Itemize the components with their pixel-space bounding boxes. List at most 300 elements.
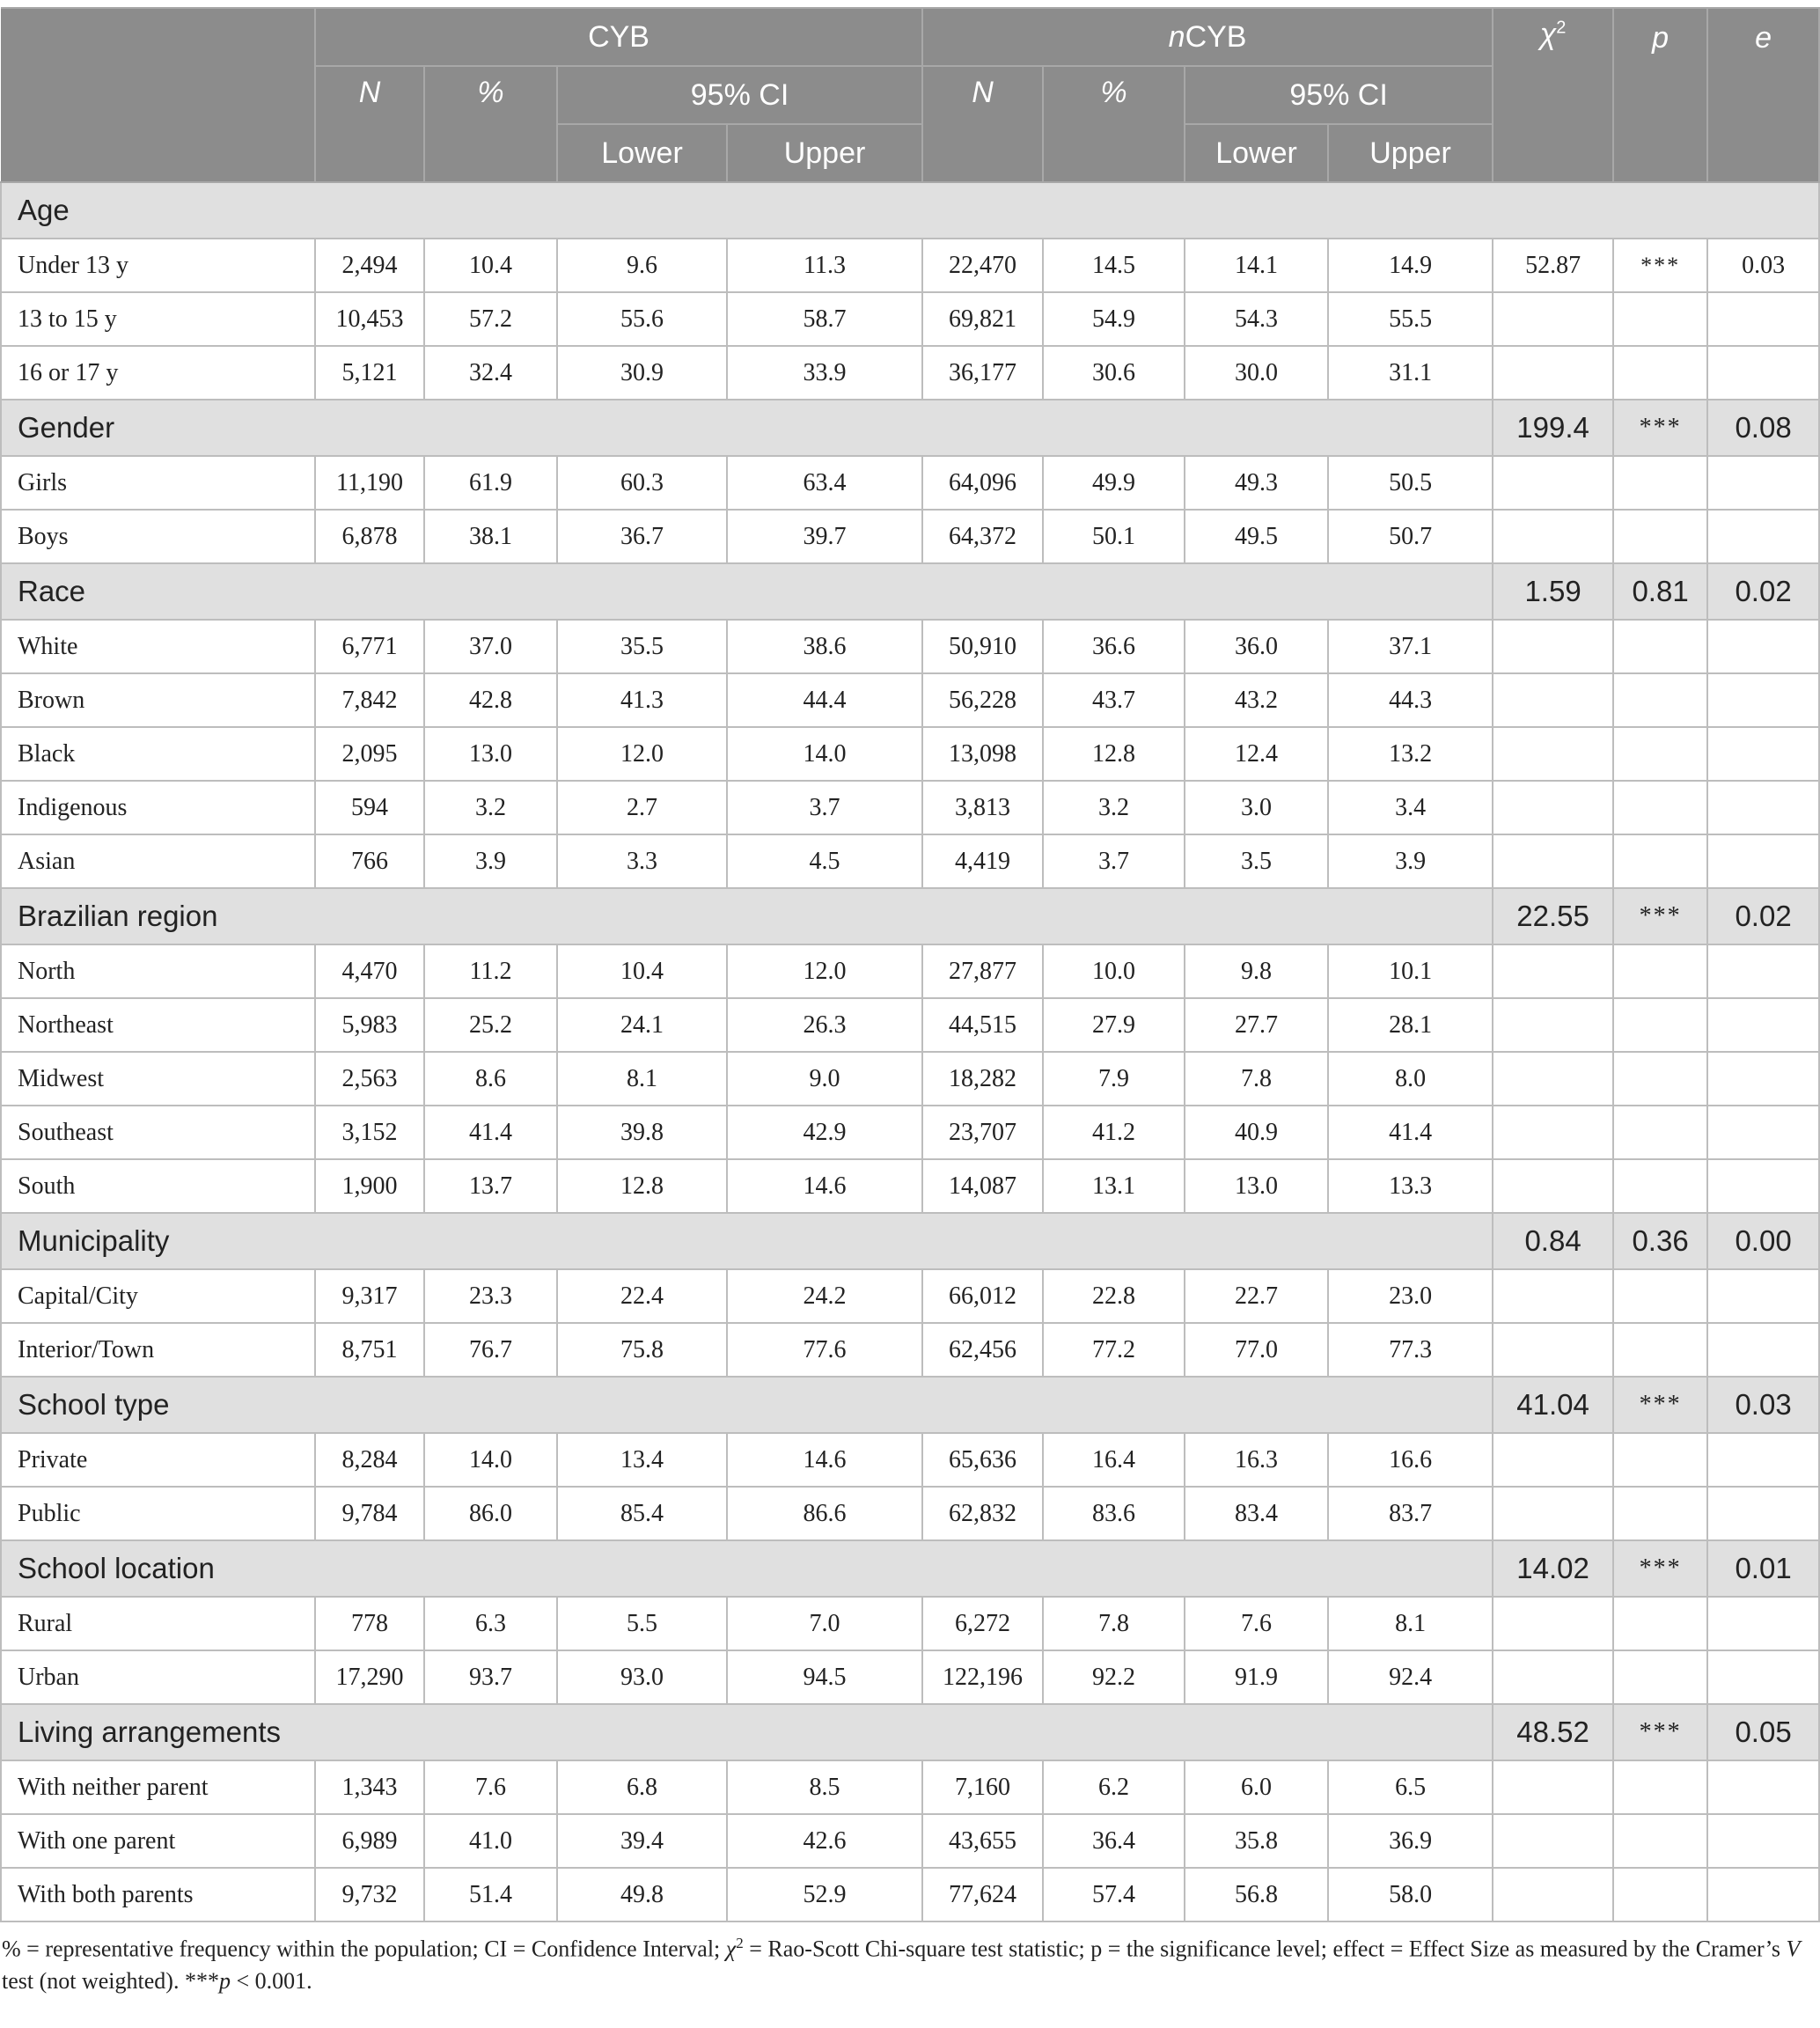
row-label: Southeast	[1, 1106, 315, 1159]
effect-empty	[1707, 1487, 1819, 1540]
effect-size: 0.08	[1707, 400, 1819, 456]
chi2-empty	[1493, 1760, 1613, 1814]
table-footnote	[0, 1922, 1820, 1997]
data-table	[0, 7, 1820, 1922]
ncyb-pct: 14.5	[1043, 239, 1185, 292]
table-row	[1, 1814, 1819, 1868]
effect-size: 0.05	[1707, 1704, 1819, 1760]
ncyb-n: 18,282	[922, 1052, 1043, 1106]
ncyb-n: 4,419	[922, 834, 1043, 888]
cyb-ci-upper: 44.4	[727, 673, 922, 727]
ncyb-ci-upper: 77.3	[1328, 1323, 1493, 1377]
p-empty	[1613, 673, 1707, 727]
ncyb-ci-upper: 58.0	[1328, 1868, 1493, 1921]
category-label: Age	[1, 182, 1819, 239]
ncyb-ci-upper: 50.5	[1328, 456, 1493, 510]
cyb-pct: 61.9	[424, 456, 557, 510]
cyb-ci-lower: 35.5	[557, 620, 727, 673]
ncyb-ci-lower: 27.7	[1185, 998, 1328, 1052]
effect-size: 0.03	[1707, 1377, 1819, 1433]
ncyb-n: 44,515	[922, 998, 1043, 1052]
footnote-part4: < 0.001.	[230, 1967, 312, 1994]
ncyb-ci-upper: 23.0	[1328, 1269, 1493, 1323]
cyb-ci-lower: 75.8	[557, 1323, 727, 1377]
cyb-pct: 51.4	[424, 1868, 557, 1921]
footnote-part1: % = representative frequency within the population; CI = Confidence Interval;	[2, 1936, 726, 1962]
ncyb-n: 27,877	[922, 944, 1043, 998]
row-label: South	[1, 1159, 315, 1213]
category-label: Brazilian region	[1, 888, 1493, 944]
ncyb-pct: 43.7	[1043, 673, 1185, 727]
ncyb-pct: 10.0	[1043, 944, 1185, 998]
cyb-ci-upper: 24.2	[727, 1269, 922, 1323]
cyb-n: 17,290	[315, 1650, 424, 1704]
ncyb-ci-upper: 6.5	[1328, 1760, 1493, 1814]
ncyb-n: 36,177	[922, 346, 1043, 400]
row-label: With neither parent	[1, 1760, 315, 1814]
ncyb-n: 122,196	[922, 1650, 1043, 1704]
category-label: Municipality	[1, 1213, 1493, 1269]
cyb-n: 8,751	[315, 1323, 424, 1377]
header-ncyb-lower: Lower	[1185, 124, 1328, 182]
ncyb-ci-lower: 13.0	[1185, 1159, 1328, 1213]
cyb-pct: 6.3	[424, 1597, 557, 1650]
ncyb-ci-upper: 83.7	[1328, 1487, 1493, 1540]
cyb-ci-lower: 12.8	[557, 1159, 727, 1213]
cyb-n: 2,095	[315, 727, 424, 781]
footnote-part2: = Rao-Scott Chi-square test statistic; p = the significance level; effect = Effect Size as measured by the Cramer’s	[743, 1936, 1787, 1962]
cyb-pct: 3.9	[424, 834, 557, 888]
ncyb-n: 64,096	[922, 456, 1043, 510]
p-empty	[1613, 1487, 1707, 1540]
cyb-ci-lower: 5.5	[557, 1597, 727, 1650]
cyb-pct: 57.2	[424, 292, 557, 346]
chi2-empty	[1493, 834, 1613, 888]
table-row	[1, 1323, 1819, 1377]
ncyb-ci-lower: 12.4	[1185, 727, 1328, 781]
cyb-ci-upper: 42.9	[727, 1106, 922, 1159]
row-label: Black	[1, 727, 315, 781]
ncyb-pct: 6.2	[1043, 1760, 1185, 1814]
p-value: 0.81	[1613, 563, 1707, 620]
effect-empty	[1707, 673, 1819, 727]
cyb-pct: 14.0	[424, 1433, 557, 1487]
cyb-n: 5,983	[315, 998, 424, 1052]
ncyb-pct: 49.9	[1043, 456, 1185, 510]
effect-empty	[1707, 998, 1819, 1052]
ncyb-n: 56,228	[922, 673, 1043, 727]
effect-empty	[1707, 1868, 1819, 1921]
p-value: ***	[1613, 1540, 1707, 1597]
effect-empty	[1707, 1323, 1819, 1377]
effect-empty	[1707, 834, 1819, 888]
effect-empty	[1707, 1269, 1819, 1323]
cyb-ci-upper: 14.6	[727, 1159, 922, 1213]
p-empty	[1613, 346, 1707, 400]
cyb-ci-upper: 14.6	[727, 1433, 922, 1487]
cyb-ci-upper: 11.3	[727, 239, 922, 292]
cyb-n: 766	[315, 834, 424, 888]
header-ncyb-n: N	[922, 66, 1043, 182]
row-label: With one parent	[1, 1814, 315, 1868]
cyb-ci-upper: 39.7	[727, 510, 922, 563]
header-e: e	[1707, 8, 1819, 182]
header-ncyb-ci: 95% CI	[1185, 66, 1493, 124]
cyb-ci-lower: 85.4	[557, 1487, 727, 1540]
cyb-ci-upper: 86.6	[727, 1487, 922, 1540]
category-row	[1, 182, 1819, 239]
table-row	[1, 1650, 1819, 1704]
ncyb-ci-lower: 7.8	[1185, 1052, 1328, 1106]
table-row	[1, 1597, 1819, 1650]
ncyb-pct: 30.6	[1043, 346, 1185, 400]
cyb-n: 8,284	[315, 1433, 424, 1487]
cyb-ci-upper: 94.5	[727, 1650, 922, 1704]
effect-empty	[1707, 1106, 1819, 1159]
row-label: Interior/Town	[1, 1323, 315, 1377]
ncyb-n: 23,707	[922, 1106, 1043, 1159]
p-empty	[1613, 1814, 1707, 1868]
ncyb-pct: 3.7	[1043, 834, 1185, 888]
ncyb-ci-lower: 35.8	[1185, 1814, 1328, 1868]
row-label: Public	[1, 1487, 315, 1540]
row-label: Capital/City	[1, 1269, 315, 1323]
category-row	[1, 1377, 1819, 1433]
ncyb-n: 64,372	[922, 510, 1043, 563]
footnote-chi-sup: 2	[736, 1935, 744, 1951]
category-row	[1, 1540, 1819, 1597]
p-value: ***	[1613, 888, 1707, 944]
chi2-value: 22.55	[1493, 888, 1613, 944]
ncyb-pct: 22.8	[1043, 1269, 1185, 1323]
p-empty	[1613, 620, 1707, 673]
chi2-empty	[1493, 673, 1613, 727]
p-empty	[1613, 1433, 1707, 1487]
cyb-ci-lower: 24.1	[557, 998, 727, 1052]
row-label: White	[1, 620, 315, 673]
effect-empty	[1707, 781, 1819, 834]
cyb-n: 2,563	[315, 1052, 424, 1106]
cyb-ci-upper: 77.6	[727, 1323, 922, 1377]
ncyb-ci-upper: 44.3	[1328, 673, 1493, 727]
ncyb-pct: 50.1	[1043, 510, 1185, 563]
cyb-ci-lower: 22.4	[557, 1269, 727, 1323]
category-label: Living arrangements	[1, 1704, 1493, 1760]
cyb-n: 9,317	[315, 1269, 424, 1323]
header-cyb-pct: %	[424, 66, 557, 182]
cyb-ci-upper: 42.6	[727, 1814, 922, 1868]
ncyb-ci-lower: 43.2	[1185, 673, 1328, 727]
ncyb-ci-lower: 3.5	[1185, 834, 1328, 888]
cyb-ci-lower: 13.4	[557, 1433, 727, 1487]
header-ncyb-upper: Upper	[1328, 124, 1493, 182]
ncyb-ci-upper: 92.4	[1328, 1650, 1493, 1704]
effect-empty	[1707, 944, 1819, 998]
chi2-value: 1.59	[1493, 563, 1613, 620]
chi2-empty	[1493, 346, 1613, 400]
row-label: Boys	[1, 510, 315, 563]
ncyb-n: 22,470	[922, 239, 1043, 292]
row-label: 13 to 15 y	[1, 292, 315, 346]
p-empty	[1613, 834, 1707, 888]
ncyb-ci-upper: 8.0	[1328, 1052, 1493, 1106]
ncyb-pct: 3.2	[1043, 781, 1185, 834]
chi2-empty	[1493, 1868, 1613, 1921]
cyb-ci-lower: 55.6	[557, 292, 727, 346]
ncyb-ci-lower: 22.7	[1185, 1269, 1328, 1323]
ncyb-ci-lower: 6.0	[1185, 1760, 1328, 1814]
p-value: ***	[1613, 239, 1707, 292]
effect-size: 0.02	[1707, 888, 1819, 944]
p-empty	[1613, 1323, 1707, 1377]
chi2-empty	[1493, 292, 1613, 346]
effect-size: 0.01	[1707, 1540, 1819, 1597]
ncyb-pct: 41.2	[1043, 1106, 1185, 1159]
table-row	[1, 456, 1819, 510]
cyb-n: 2,494	[315, 239, 424, 292]
table-row	[1, 1269, 1819, 1323]
chi2-value: 0.84	[1493, 1213, 1613, 1269]
table-row	[1, 1159, 1819, 1213]
cyb-pct: 8.6	[424, 1052, 557, 1106]
p-empty	[1613, 1052, 1707, 1106]
cyb-pct: 41.4	[424, 1106, 557, 1159]
ncyb-pct: 7.8	[1043, 1597, 1185, 1650]
cyb-n: 594	[315, 781, 424, 834]
chi2-empty	[1493, 1814, 1613, 1868]
cyb-ci-lower: 39.4	[557, 1814, 727, 1868]
ncyb-pct: 36.4	[1043, 1814, 1185, 1868]
ncyb-ci-lower: 9.8	[1185, 944, 1328, 998]
category-row	[1, 563, 1819, 620]
ncyb-ci-lower: 30.0	[1185, 346, 1328, 400]
ncyb-ci-upper: 31.1	[1328, 346, 1493, 400]
ncyb-pct: 54.9	[1043, 292, 1185, 346]
chi2-empty	[1493, 1487, 1613, 1540]
category-label: School type	[1, 1377, 1493, 1433]
cyb-ci-lower: 2.7	[557, 781, 727, 834]
row-label: Indigenous	[1, 781, 315, 834]
ncyb-pct: 36.6	[1043, 620, 1185, 673]
row-label: Rural	[1, 1597, 315, 1650]
cyb-n: 1,900	[315, 1159, 424, 1213]
cyb-ci-lower: 12.0	[557, 727, 727, 781]
cyb-ci-upper: 8.5	[727, 1760, 922, 1814]
table-row	[1, 1052, 1819, 1106]
p-empty	[1613, 998, 1707, 1052]
ncyb-ci-upper: 10.1	[1328, 944, 1493, 998]
row-label: 16 or 17 y	[1, 346, 315, 400]
ncyb-ci-lower: 40.9	[1185, 1106, 1328, 1159]
ncyb-ci-lower: 7.6	[1185, 1597, 1328, 1650]
ncyb-pct: 83.6	[1043, 1487, 1185, 1540]
effect-empty	[1707, 620, 1819, 673]
header-cyb-ci: 95% CI	[557, 66, 922, 124]
cyb-ci-upper: 4.5	[727, 834, 922, 888]
chi2-empty	[1493, 1323, 1613, 1377]
p-empty	[1613, 727, 1707, 781]
cyb-ci-lower: 39.8	[557, 1106, 727, 1159]
cyb-n: 9,732	[315, 1868, 424, 1921]
row-label: Private	[1, 1433, 315, 1487]
header-corner	[1, 8, 315, 182]
table-row	[1, 727, 1819, 781]
ncyb-ci-upper: 13.3	[1328, 1159, 1493, 1213]
chi2-empty	[1493, 781, 1613, 834]
p-empty	[1613, 456, 1707, 510]
cyb-n: 11,190	[315, 456, 424, 510]
table-row	[1, 1106, 1819, 1159]
category-row	[1, 1704, 1819, 1760]
cyb-n: 5,121	[315, 346, 424, 400]
effect-size: 0.03	[1707, 239, 1819, 292]
cyb-pct: 86.0	[424, 1487, 557, 1540]
chi2-empty	[1493, 456, 1613, 510]
ncyb-n: 50,910	[922, 620, 1043, 673]
chi2-empty	[1493, 620, 1613, 673]
category-label: Gender	[1, 400, 1493, 456]
cyb-n: 6,878	[315, 510, 424, 563]
cyb-ci-lower: 60.3	[557, 456, 727, 510]
category-label: Race	[1, 563, 1493, 620]
chi2-empty	[1493, 1159, 1613, 1213]
cyb-ci-lower: 49.8	[557, 1868, 727, 1921]
ncyb-n: 62,456	[922, 1323, 1043, 1377]
ncyb-ci-upper: 14.9	[1328, 239, 1493, 292]
cyb-n: 4,470	[315, 944, 424, 998]
table-row	[1, 292, 1819, 346]
chi2-empty	[1493, 1433, 1613, 1487]
header-cyb: CYB	[315, 8, 922, 66]
row-label: North	[1, 944, 315, 998]
cyb-pct: 10.4	[424, 239, 557, 292]
table-row	[1, 346, 1819, 400]
effect-size: 0.00	[1707, 1213, 1819, 1269]
effect-empty	[1707, 510, 1819, 563]
cyb-ci-lower: 41.3	[557, 673, 727, 727]
ncyb-n: 3,813	[922, 781, 1043, 834]
ncyb-n: 14,087	[922, 1159, 1043, 1213]
ncyb-ci-upper: 16.6	[1328, 1433, 1493, 1487]
cyb-ci-lower: 36.7	[557, 510, 727, 563]
row-label: Asian	[1, 834, 315, 888]
effect-empty	[1707, 1650, 1819, 1704]
effect-empty	[1707, 456, 1819, 510]
cyb-pct: 76.7	[424, 1323, 557, 1377]
ncyb-n: 43,655	[922, 1814, 1043, 1868]
cyb-pct: 41.0	[424, 1814, 557, 1868]
p-value: ***	[1613, 400, 1707, 456]
table-header	[1, 8, 1819, 182]
ncyb-n: 6,272	[922, 1597, 1043, 1650]
table-row	[1, 1487, 1819, 1540]
chi2-empty	[1493, 998, 1613, 1052]
ncyb-pct: 13.1	[1043, 1159, 1185, 1213]
ncyb-ci-lower: 49.5	[1185, 510, 1328, 563]
header-ncyb-prefix: n	[1168, 19, 1185, 54]
cyb-pct: 13.0	[424, 727, 557, 781]
effect-empty	[1707, 346, 1819, 400]
cyb-ci-upper: 38.6	[727, 620, 922, 673]
ncyb-pct: 92.2	[1043, 1650, 1185, 1704]
p-empty	[1613, 1868, 1707, 1921]
ncyb-ci-upper: 3.4	[1328, 781, 1493, 834]
effect-empty	[1707, 1814, 1819, 1868]
cyb-ci-lower: 30.9	[557, 346, 727, 400]
cyb-n: 7,842	[315, 673, 424, 727]
p-value: ***	[1613, 1704, 1707, 1760]
ncyb-n: 62,832	[922, 1487, 1043, 1540]
chi2-empty	[1493, 1106, 1613, 1159]
header-cyb-n: N	[315, 66, 424, 182]
p-empty	[1613, 510, 1707, 563]
chi2-value: 52.87	[1493, 239, 1613, 292]
ncyb-pct: 7.9	[1043, 1052, 1185, 1106]
chi2-value: 41.04	[1493, 1377, 1613, 1433]
header-cyb-upper: Upper	[727, 124, 922, 182]
header-cyb-lower: Lower	[557, 124, 727, 182]
chi-symbol: χ	[1539, 18, 1557, 51]
cyb-pct: 11.2	[424, 944, 557, 998]
chi-superscript: 2	[1556, 18, 1567, 38]
header-chi2	[1493, 8, 1613, 182]
chi2-value: 48.52	[1493, 1704, 1613, 1760]
chi2-value: 14.02	[1493, 1540, 1613, 1597]
ncyb-ci-upper: 3.9	[1328, 834, 1493, 888]
ncyb-n: 77,624	[922, 1868, 1043, 1921]
cyb-pct: 25.2	[424, 998, 557, 1052]
cyb-pct: 13.7	[424, 1159, 557, 1213]
row-label: Brown	[1, 673, 315, 727]
footnote-chi: χ	[725, 1936, 737, 1962]
cyb-ci-upper: 26.3	[727, 998, 922, 1052]
p-empty	[1613, 1597, 1707, 1650]
chi2-empty	[1493, 727, 1613, 781]
ncyb-n: 69,821	[922, 292, 1043, 346]
effect-empty	[1707, 292, 1819, 346]
cyb-ci-lower: 8.1	[557, 1052, 727, 1106]
header-p: p	[1613, 8, 1707, 182]
p-value: 0.36	[1613, 1213, 1707, 1269]
table-row	[1, 239, 1819, 292]
table-container	[0, 7, 1820, 1997]
cyb-ci-lower: 6.8	[557, 1760, 727, 1814]
effect-empty	[1707, 1597, 1819, 1650]
table-row	[1, 998, 1819, 1052]
effect-empty	[1707, 1159, 1819, 1213]
chi2-empty	[1493, 1650, 1613, 1704]
table-row	[1, 1868, 1819, 1921]
table-row	[1, 781, 1819, 834]
ncyb-ci-upper: 13.2	[1328, 727, 1493, 781]
cyb-ci-upper: 33.9	[727, 346, 922, 400]
row-label: Midwest	[1, 1052, 315, 1106]
ncyb-ci-upper: 37.1	[1328, 620, 1493, 673]
cyb-n: 3,152	[315, 1106, 424, 1159]
cyb-pct: 32.4	[424, 346, 557, 400]
table-row	[1, 834, 1819, 888]
header-ncyb-pct: %	[1043, 66, 1185, 182]
table-row	[1, 620, 1819, 673]
ncyb-ci-upper: 36.9	[1328, 1814, 1493, 1868]
ncyb-ci-upper: 50.7	[1328, 510, 1493, 563]
cyb-ci-upper: 63.4	[727, 456, 922, 510]
chi2-value: 199.4	[1493, 400, 1613, 456]
ncyb-pct: 77.2	[1043, 1323, 1185, 1377]
category-row	[1, 1213, 1819, 1269]
table-row	[1, 510, 1819, 563]
cyb-pct: 3.2	[424, 781, 557, 834]
